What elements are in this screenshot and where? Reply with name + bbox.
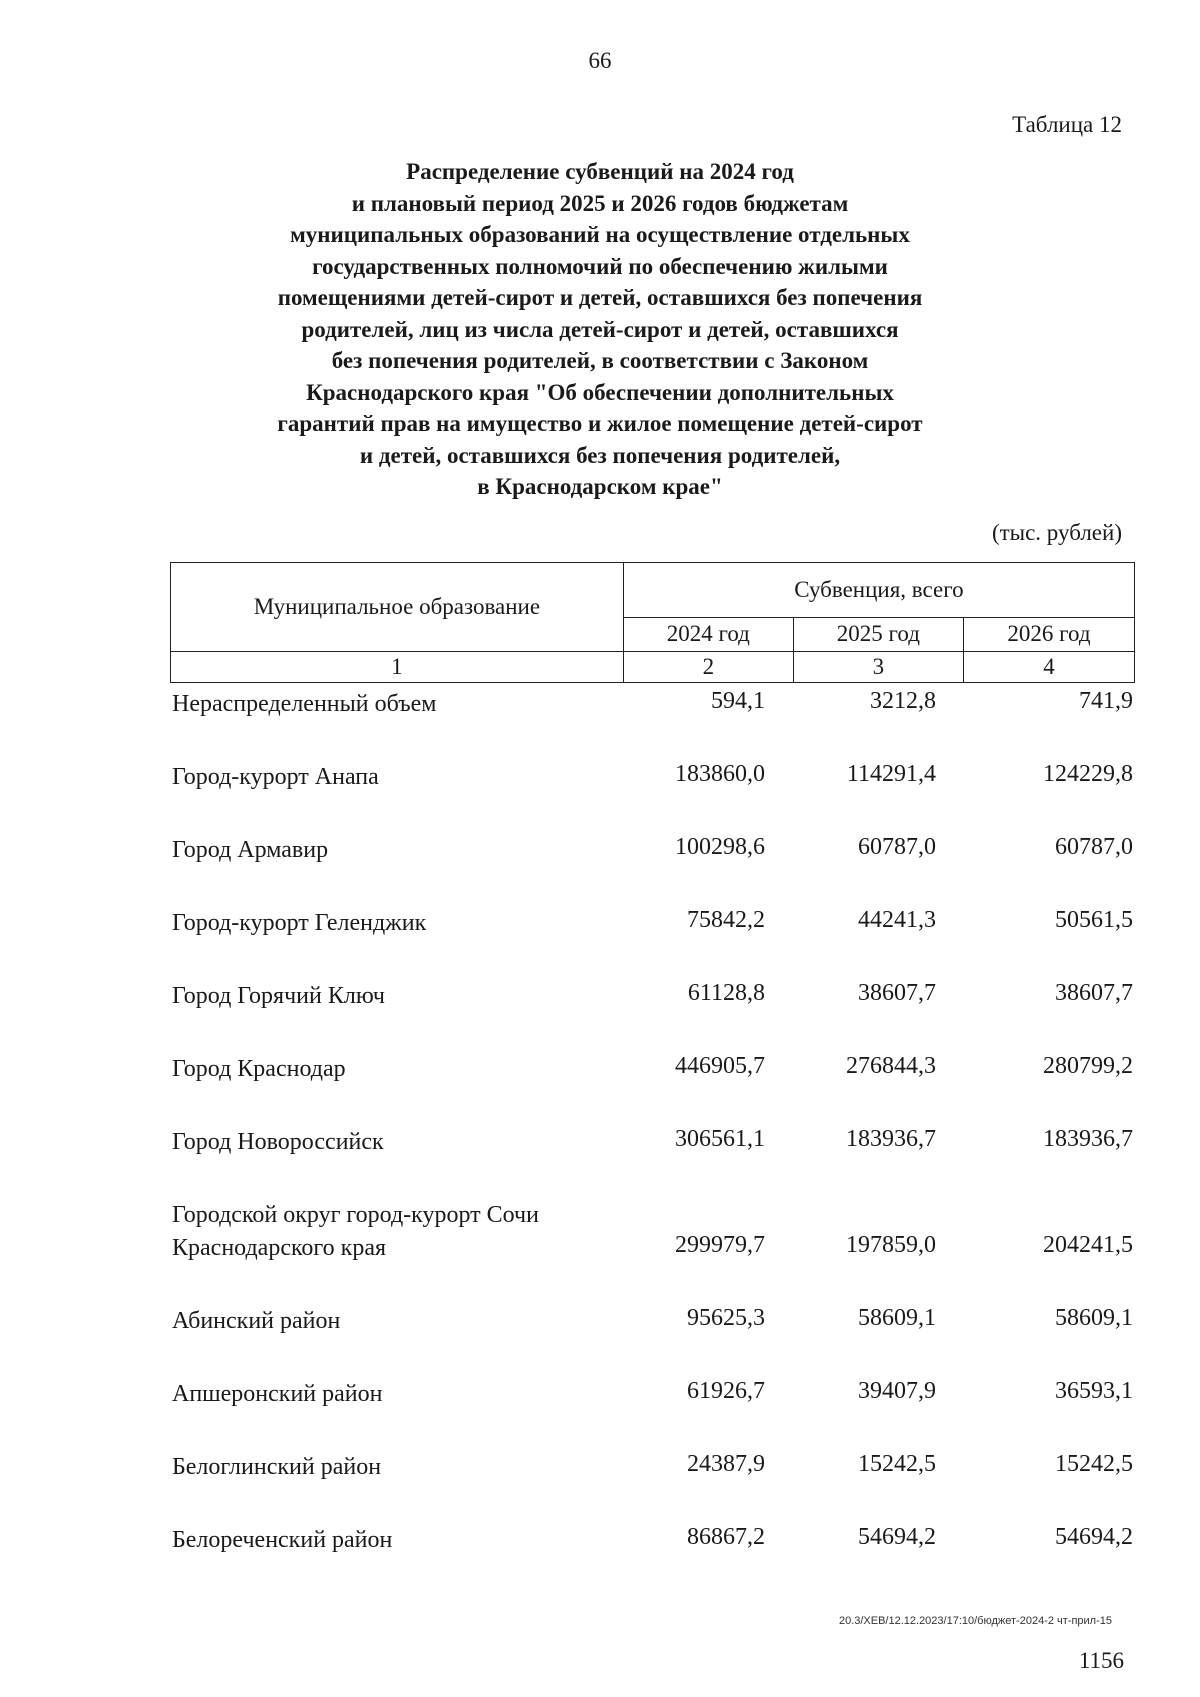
header-col-number: 4 (963, 652, 1134, 683)
title-line: гарантий прав на имущество и жилое помещение детей-сирот (277, 411, 923, 436)
value-2026: 741,9 (1079, 688, 1133, 714)
row-name: Абинский район (172, 1308, 341, 1334)
title-line: Распределение субвенций на 2024 год (406, 159, 794, 184)
row-name: Город-курорт Анапа (172, 764, 379, 790)
value-2026: 183936,7 (1043, 1126, 1133, 1152)
value-2025: 183936,7 (846, 1126, 936, 1152)
title-line: и плановый период 2025 и 2026 годов бюджетам (351, 190, 849, 216)
value-2024: 95625,3 (687, 1305, 765, 1331)
value-2024: 24387,9 (687, 1451, 765, 1477)
header-col-number: 1 (171, 652, 624, 683)
value-2025: 58609,1 (858, 1305, 936, 1331)
units-note: (тыс. рублей) (991, 520, 1122, 545)
value-2026: 58609,1 (1055, 1305, 1133, 1331)
row-name: Город Краснодар (172, 1056, 346, 1082)
row-name: Белореченский район (172, 1527, 393, 1553)
row-name: Белоглинский район (172, 1454, 382, 1480)
value-2026: 60787,0 (1055, 834, 1133, 860)
value-2024: 100298,6 (675, 834, 765, 860)
header-year-2025: 2025 год (793, 617, 963, 651)
value-2026: 50561,5 (1055, 907, 1133, 933)
title-line: государственных полномочий по обеспечению жилыми (312, 253, 888, 279)
value-2024: 306561,1 (675, 1126, 765, 1152)
value-2024: 299979,7 (675, 1232, 765, 1258)
title-line: помещениями детей-сирот и детей, оставшихся без попечения (277, 285, 923, 310)
header-col-number: 3 (793, 652, 963, 683)
value-2024: 86867,2 (687, 1524, 765, 1550)
row-name-line: Краснодарского края (172, 1235, 387, 1261)
value-2025: 38607,7 (858, 980, 936, 1006)
value-2026: 204241,5 (1043, 1232, 1133, 1258)
header-col-number: 2 (623, 652, 793, 683)
row-name: Город-курорт Геленджик (172, 910, 427, 936)
value-2026: 38607,7 (1055, 980, 1133, 1006)
row-name: Нераспределенный объем (172, 691, 437, 717)
document-title (150, 156, 1050, 503)
header-year-2024: 2024 год (623, 617, 793, 651)
value-2024: 61926,7 (687, 1378, 765, 1404)
row-name: Город Новороссийск (172, 1129, 384, 1155)
header-year-2026: 2026 год (963, 617, 1134, 651)
value-2026: 15242,5 (1055, 1451, 1133, 1477)
title-line: в Краснодарском крае" (477, 474, 723, 499)
footer-page-number: 1156 (1078, 1648, 1124, 1673)
row-name: Город Горячий Ключ (172, 983, 385, 1009)
value-2025: 276844,3 (846, 1053, 936, 1079)
value-2026: 54694,2 (1055, 1524, 1133, 1550)
title-line: и детей, оставшихся без попечения родителей, (359, 442, 841, 468)
value-2025: 44241,3 (858, 907, 936, 933)
page-number: 66 (588, 48, 612, 73)
value-2025: 54694,2 (858, 1524, 936, 1550)
value-2026: 280799,2 (1043, 1053, 1133, 1079)
row-name: Апшеронский район (172, 1381, 383, 1407)
footer-document-code: 20.3/ХЕВ/12.12.2023/17:10/бюджет-2024-2 чт-прил-15 (838, 1615, 1112, 1627)
header-subvention-total: Субвенция, всего (623, 563, 1134, 618)
value-2025: 114291,4 (846, 761, 936, 787)
value-2026: 36593,1 (1055, 1378, 1133, 1404)
row-name (172, 1199, 612, 1265)
value-2024: 594,1 (711, 688, 765, 714)
value-2025: 197859,0 (846, 1232, 936, 1258)
value-2024: 61128,8 (687, 980, 765, 1006)
value-2025: 3212,8 (870, 688, 936, 714)
row-name-line: Городской округ город-курорт Сочи (172, 1202, 539, 1228)
table-label: Таблица 12 (1012, 112, 1122, 137)
row-name: Город Армавир (172, 837, 329, 863)
table-header (170, 562, 1135, 683)
title-line: без попечения родителей, в соответствии с Законом (331, 348, 869, 373)
value-2024: 183860,0 (675, 761, 765, 787)
value-2026: 124229,8 (1043, 761, 1133, 787)
title-line: родителей, лиц из числа детей-сирот и детей, оставшихся (301, 316, 899, 342)
header-municipality: Муниципальное образование (171, 563, 624, 652)
value-2025: 15242,5 (858, 1451, 936, 1477)
title-line: Краснодарского края "Об обеспечении дополнительных (306, 379, 894, 405)
value-2025: 60787,0 (858, 834, 936, 860)
value-2024: 75842,2 (687, 907, 765, 933)
title-line: муниципальных образований на осуществление отдельных (290, 222, 910, 247)
value-2024: 446905,7 (675, 1053, 765, 1079)
value-2025: 39407,9 (858, 1378, 936, 1404)
